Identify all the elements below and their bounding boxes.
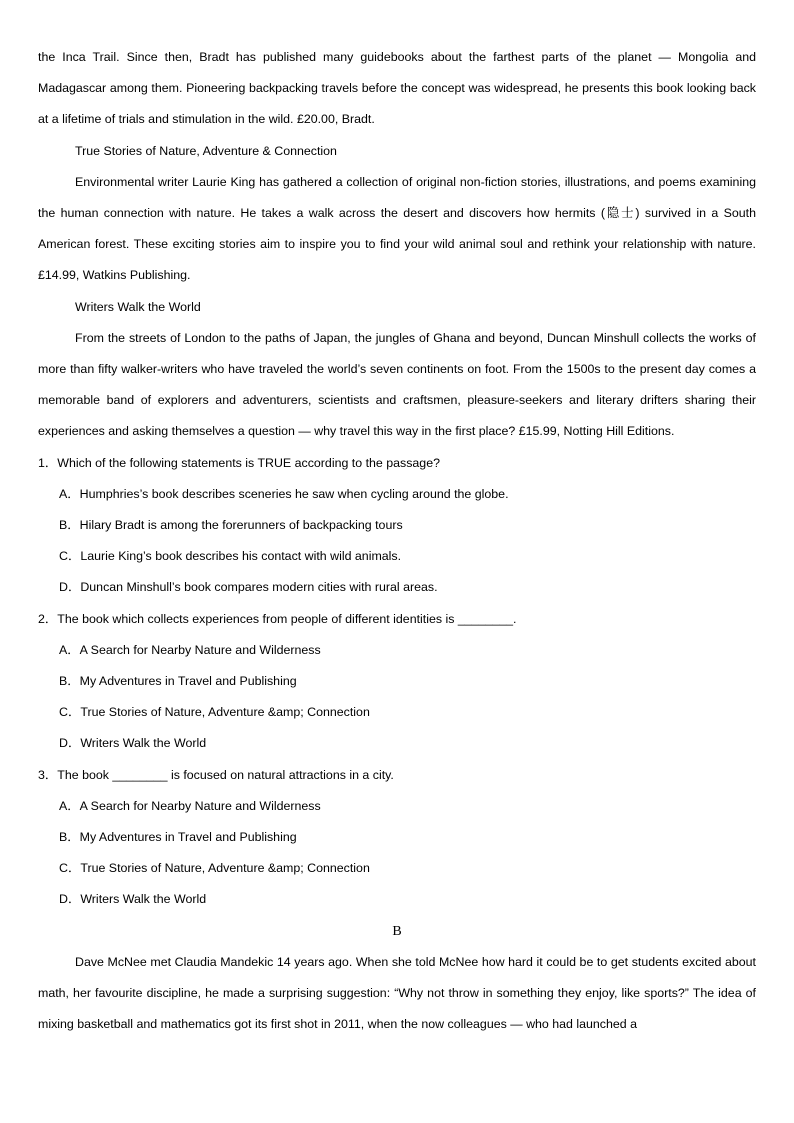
section-b-paragraph: Dave McNee met Claudia Mandekic 14 years ago. When she told McNee how hard it could be to get students excited about math, her favourite discipline, he made a surprising suggestion: “Why not throw in something they enjoy, like sports?” The idea of mixing basketball and mathematics got its first shot in 2011, when the now colleagues — who had launched a: [38, 954, 756, 1032]
question-stem: 2．The book which collects experiences from people of different identities is ________.: [38, 611, 517, 626]
answer-option-c: C．True Stories of Nature, Adventure &amp; Connection: [59, 861, 370, 876]
answer-option-c: C．Laurie King’s book describes his contact with wild animals.: [59, 549, 402, 564]
answer-option-a: A．Humphries’s book describes sceneries he saw when cycling around the globe.: [59, 486, 509, 501]
answer-option-b: B．Hilary Bradt is among the forerunners of backpacking tours: [59, 518, 403, 533]
book-description-true-stories: Environmental writer Laurie King has gathered a collection of original non-fiction stories, illustrations, and poems examining the human connection with nature. He takes a walk across the desert and discovers how hermits (隐士) survived in a South American forest. These exciting stories aim to inspire you to find your wild animal soul and rethink your relationship with nature. £14.99, Watkins Publishing.: [38, 174, 756, 283]
answer-option-d: D．Writers Walk the World: [59, 892, 207, 907]
bradt-paragraph-end: the Inca Trail. Since then, Bradt has published many guidebooks about the farthest parts of the planet — Mongolia and Madagascar among them. Pioneering backpacking travels before the concept was widespread, he presents this book looking back at a lifetime of trials and stimulation in the wild. £20.00, Bradt.: [38, 50, 756, 127]
answer-option-d: D．Duncan Minshull’s book compares modern cities with rural areas.: [59, 580, 438, 595]
answer-option-b: B．My Adventures in Travel and Publishing: [59, 830, 297, 845]
answer-option-c: C．True Stories of Nature, Adventure &amp; Connection: [59, 705, 370, 720]
question-stem: 1．Which of the following statements is TRUE according to the passage?: [38, 455, 440, 470]
section-heading-b: B: [392, 923, 402, 939]
question-3: [38, 760, 756, 916]
question-2: [38, 604, 756, 760]
book-title-true-stories: True Stories of Nature, Adventure & Connection: [75, 143, 337, 158]
book-description-writers-walk: From the streets of London to the paths of Japan, the jungles of Ghana and beyond, Duncan Minshull collects the works of more than fifty walker-writers who have traveled the world’s seven continents on foot. From the 1500s to the present day comes a memorable band of explorers and adventurers, scientists and craftsmen, pleasure-seekers and literary drifters sharing their experiences and asking themselves a question — why travel this way in the first place? £15.99, Notting Hill Editions.: [38, 330, 756, 439]
answer-option-b: B．My Adventures in Travel and Publishing: [59, 674, 297, 689]
question-stem: 3．The book ________ is focused on natural attractions in a city.: [38, 767, 394, 782]
document-page: [38, 42, 756, 1041]
answer-option-d: D．Writers Walk the World: [59, 736, 207, 751]
question-1: [38, 448, 756, 604]
answer-option-a: A．A Search for Nearby Nature and Wilderness: [59, 798, 321, 813]
answer-option-a: A．A Search for Nearby Nature and Wilderness: [59, 642, 321, 657]
book-title-writers-walk: Writers Walk the World: [75, 299, 201, 314]
